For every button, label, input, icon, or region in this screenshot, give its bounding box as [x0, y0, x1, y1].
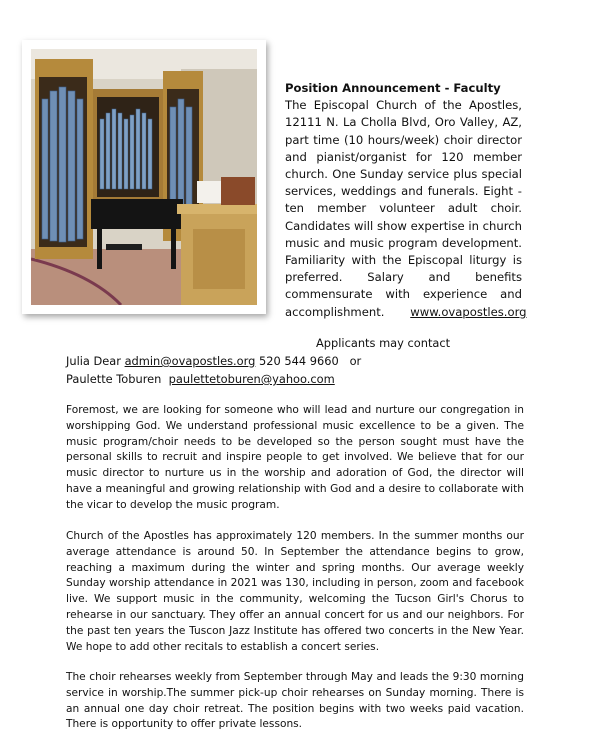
paragraph-choir-schedule: The choir rehearses weekly from September through May and leads the 9:30 morning service in worship.The summer pick-up choir rehearses on Sunday morning. There is an annual one day choir retreat. The position begins with two weeks paid vacation. There is opportunity to offer private lessons.	[66, 671, 524, 731]
paragraph-leadership: Foremost, we are looking for someone who will lead and nurture our congregation in worshipping God. We understand professional music excellence to be a given. The music program/choir needs to be developed so the person sought must have the personal skills to recruit and inspire people to get involved. We believe that for our music director to nurture us in the worship and adoration of God, the director will have a meaningful and growing relationship with God and a desire to collaborate with the vicar to develop the music program.	[66, 404, 524, 511]
paragraph-congregation: Church of the Apostles has approximately 120 members. In the summer months our average attendance is around 50. In September the attendance begins to grow, reaching a maximum during the winter and spring months. Our average weekly Sunday worship attendance in 2021 was 130, including in person, zoom and facebook live. We support music in the community, welcoming the Tucson Girl's Chorus to rehearse in our sanctuary. They offer an annual concert for us and our neighbors. For the past ten years the Tuscon Jazz Institute has offered two concerts in the New Year. We hope to add other recitals to establish a concert series.	[66, 530, 524, 653]
contact-email-2[interactable]: paulettetoburen@yahoo.com	[168, 372, 335, 386]
contact-name-2: Paulette Toburen	[66, 372, 162, 386]
announcement-title: Position Announcement - Faculty	[285, 81, 501, 95]
organ-photo-frame	[22, 40, 266, 314]
contact-or: or	[349, 354, 362, 368]
applicants-intro: Applicants may contact	[316, 336, 451, 350]
contact-name-1: Julia Dear	[66, 354, 121, 368]
contact-line-1	[66, 352, 361, 370]
announcement-body: The Episcopal Church of the Apostles, 12111 N. La Cholla Blvd, Oro Valley, AZ, part time (10 hours/week) choir director and pianist/organist for 120 member church. One Sunday service plus special services, weddings and funerals. Eight - ten member volunteer adult choir. Candidates will show expertise in church music and music program development. Familiarity with the Episcopal liturgy is preferred. Salary and benefits commensurate with experience and accomplishment.	[285, 98, 522, 319]
contact-phone-1: 520 544 9660	[258, 354, 339, 368]
organ-photo	[31, 49, 257, 305]
contact-list	[66, 352, 361, 388]
website-link[interactable]: www.ovapostles.org	[410, 304, 527, 319]
contact-line-2	[66, 370, 361, 388]
contact-email-1[interactable]: admin@ovapostles.org	[124, 354, 256, 368]
position-announcement	[285, 80, 527, 321]
